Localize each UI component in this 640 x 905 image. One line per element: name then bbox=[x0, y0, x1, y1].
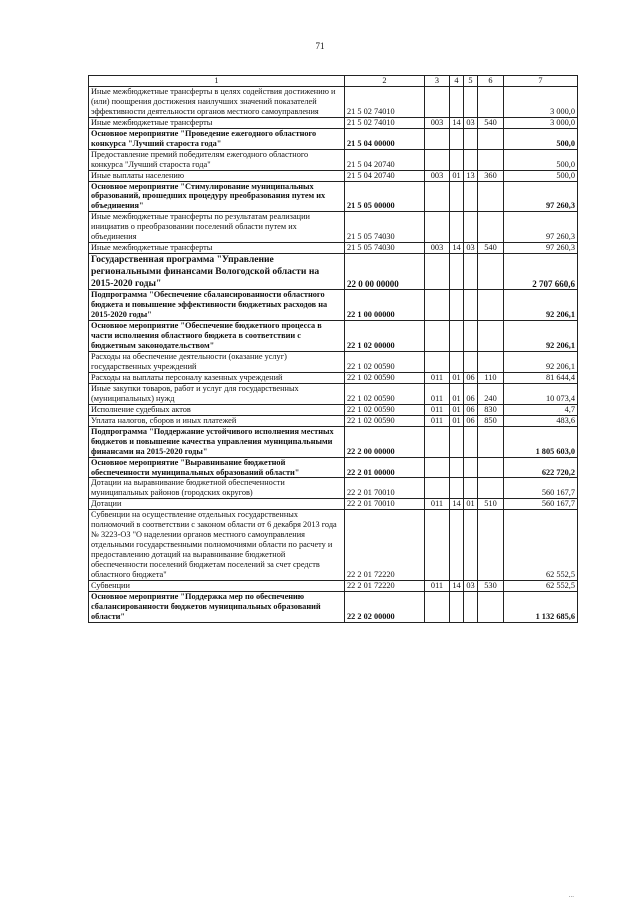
row-section: 01 bbox=[450, 383, 464, 404]
page-number: 71 bbox=[315, 41, 325, 51]
row-admin-code bbox=[425, 321, 450, 352]
table-row bbox=[89, 478, 578, 499]
row-subsection: 06 bbox=[464, 372, 478, 383]
row-section: 01 bbox=[450, 415, 464, 426]
row-amount: 3 000,0 bbox=[504, 117, 578, 128]
row-expense-type bbox=[478, 212, 504, 243]
table-row bbox=[89, 499, 578, 510]
row-amount: 92 206,1 bbox=[504, 352, 578, 373]
row-amount: 1 805 603,0 bbox=[504, 426, 578, 457]
row-name: Расходы на обеспечение деятельности (оказание услуг) государственных учреждений bbox=[89, 352, 345, 373]
row-code: 21 5 02 74010 bbox=[345, 86, 425, 117]
row-name: Расходы на выплаты персоналу казенных учреждений bbox=[89, 372, 345, 383]
row-amount: 1 132 685,6 bbox=[504, 591, 578, 622]
row-code: 21 5 05 74030 bbox=[345, 212, 425, 243]
row-subsection bbox=[464, 254, 478, 290]
row-amount: 2 707 660,6 bbox=[504, 254, 578, 290]
table-row bbox=[89, 383, 578, 404]
row-code: 21 5 04 20740 bbox=[345, 170, 425, 181]
row-admin-code bbox=[425, 128, 450, 149]
row-code: 22 1 02 00000 bbox=[345, 321, 425, 352]
row-name: Основное мероприятие "Обеспечение бюджетного процесса в части исполнения областного бюджета в соответствии с бюджетным законодательством" bbox=[89, 321, 345, 352]
row-expense-type bbox=[478, 321, 504, 352]
row-expense-type bbox=[478, 510, 504, 581]
row-subsection bbox=[464, 149, 478, 170]
row-section: 14 bbox=[450, 117, 464, 128]
row-code: 21 5 04 20740 bbox=[345, 149, 425, 170]
row-admin-code: 011 bbox=[425, 581, 450, 592]
row-code: 22 2 00 00000 bbox=[345, 426, 425, 457]
table-row bbox=[89, 581, 578, 592]
row-code: 22 2 01 72220 bbox=[345, 581, 425, 592]
row-section bbox=[450, 128, 464, 149]
row-code: 22 1 00 00000 bbox=[345, 290, 425, 321]
row-section bbox=[450, 321, 464, 352]
row-name: Субвенции на осуществление отдельных государственных полномочий в соответствии с законом области от 6 декабря 2013 года № 3223-ОЗ "О наделении органов местного самоуправления отдельными государственными полномочиями области по расчету и предоставлению дотаций на выравнивание бюджетной обеспеченности поселений бюджетам поселений за счет средств областного бюджета" bbox=[89, 510, 345, 581]
row-subsection bbox=[464, 86, 478, 117]
row-section bbox=[450, 591, 464, 622]
table-row bbox=[89, 170, 578, 181]
row-admin-code: 011 bbox=[425, 372, 450, 383]
row-admin-code bbox=[425, 591, 450, 622]
row-name: Субвенции bbox=[89, 581, 345, 592]
row-expense-type bbox=[478, 290, 504, 321]
row-expense-type: 360 bbox=[478, 170, 504, 181]
row-section bbox=[450, 149, 464, 170]
row-name: Основное мероприятие "Выравнивание бюджетной обеспеченности муниципальных образований области" bbox=[89, 457, 345, 478]
row-subsection bbox=[464, 352, 478, 373]
row-admin-code: 003 bbox=[425, 243, 450, 254]
table-row bbox=[89, 372, 578, 383]
table-row bbox=[89, 352, 578, 373]
column-header-row bbox=[89, 76, 578, 87]
row-section bbox=[450, 254, 464, 290]
row-amount: 560 167,7 bbox=[504, 478, 578, 499]
column-header: 2 bbox=[345, 76, 425, 87]
row-name: Основное мероприятие "Поддержка мер по обеспечению сбалансированности бюджетов муниципальных образований области" bbox=[89, 591, 345, 622]
row-amount: 10 073,4 bbox=[504, 383, 578, 404]
row-section bbox=[450, 457, 464, 478]
table-row bbox=[89, 243, 578, 254]
column-header: 6 bbox=[478, 76, 504, 87]
row-expense-type: 510 bbox=[478, 499, 504, 510]
row-admin-code bbox=[425, 457, 450, 478]
row-subsection: 06 bbox=[464, 404, 478, 415]
row-admin-code bbox=[425, 510, 450, 581]
row-section bbox=[450, 510, 464, 581]
row-subsection: 03 bbox=[464, 117, 478, 128]
row-section: 01 bbox=[450, 170, 464, 181]
row-amount: 500,0 bbox=[504, 149, 578, 170]
row-code: 22 2 01 00000 bbox=[345, 457, 425, 478]
budget-table bbox=[88, 75, 578, 623]
row-amount: 483,6 bbox=[504, 415, 578, 426]
row-expense-type bbox=[478, 149, 504, 170]
row-expense-type bbox=[478, 352, 504, 373]
row-name: Уплата налогов, сборов и иных платежей bbox=[89, 415, 345, 426]
scan-mark: ... bbox=[568, 891, 574, 899]
row-subsection bbox=[464, 181, 478, 212]
row-code: 22 2 01 70010 bbox=[345, 478, 425, 499]
row-name: Подпрограмма "Поддержание устойчивого исполнения местных бюджетов и повышение качества управления муниципальными финансами на 2015-2020 годы" bbox=[89, 426, 345, 457]
row-amount: 92 206,1 bbox=[504, 290, 578, 321]
table-row bbox=[89, 181, 578, 212]
row-code: 22 0 00 00000 bbox=[345, 254, 425, 290]
row-section bbox=[450, 426, 464, 457]
row-name: Иные межбюджетные трансферты bbox=[89, 243, 345, 254]
row-subsection bbox=[464, 128, 478, 149]
row-name: Дотации bbox=[89, 499, 345, 510]
row-name: Иные выплаты населению bbox=[89, 170, 345, 181]
row-admin-code: 011 bbox=[425, 383, 450, 404]
row-expense-type bbox=[478, 426, 504, 457]
row-admin-code bbox=[425, 426, 450, 457]
row-amount: 4,7 bbox=[504, 404, 578, 415]
row-name: Государственная программа "Управление региональными финансами Вологодской области на 2015-2020 годы" bbox=[89, 254, 345, 290]
table-row bbox=[89, 510, 578, 581]
row-expense-type: 540 bbox=[478, 243, 504, 254]
table-row bbox=[89, 128, 578, 149]
row-subsection: 03 bbox=[464, 581, 478, 592]
row-expense-type bbox=[478, 254, 504, 290]
table-row bbox=[89, 457, 578, 478]
row-admin-code: 011 bbox=[425, 404, 450, 415]
row-expense-type: 530 bbox=[478, 581, 504, 592]
row-amount: 97 260,3 bbox=[504, 181, 578, 212]
row-expense-type: 850 bbox=[478, 415, 504, 426]
table-row bbox=[89, 117, 578, 128]
row-subsection bbox=[464, 212, 478, 243]
row-admin-code bbox=[425, 352, 450, 373]
row-section: 01 bbox=[450, 404, 464, 415]
row-section: 14 bbox=[450, 499, 464, 510]
row-subsection: 06 bbox=[464, 415, 478, 426]
row-admin-code bbox=[425, 149, 450, 170]
row-expense-type: 240 bbox=[478, 383, 504, 404]
row-amount: 560 167,7 bbox=[504, 499, 578, 510]
row-subsection bbox=[464, 591, 478, 622]
row-amount: 62 552,5 bbox=[504, 510, 578, 581]
row-subsection bbox=[464, 290, 478, 321]
row-admin-code: 011 bbox=[425, 415, 450, 426]
row-amount: 97 260,3 bbox=[504, 243, 578, 254]
row-expense-type bbox=[478, 457, 504, 478]
row-subsection bbox=[464, 321, 478, 352]
row-section bbox=[450, 290, 464, 321]
row-admin-code bbox=[425, 254, 450, 290]
row-expense-type bbox=[478, 591, 504, 622]
row-section: 14 bbox=[450, 581, 464, 592]
row-name: Основное мероприятие "Стимулирование муниципальных образований, прошедших процедуру преобразования путем их объединения" bbox=[89, 181, 345, 212]
row-amount: 81 644,4 bbox=[504, 372, 578, 383]
row-code: 22 1 02 00590 bbox=[345, 404, 425, 415]
row-name: Основное мероприятие "Проведение ежегодного областного конкурса "Лучший староста года" bbox=[89, 128, 345, 149]
table-row bbox=[89, 254, 578, 290]
row-admin-code: 011 bbox=[425, 499, 450, 510]
row-code: 21 5 02 74010 bbox=[345, 117, 425, 128]
row-expense-type bbox=[478, 478, 504, 499]
row-expense-type: 110 bbox=[478, 372, 504, 383]
row-name: Иные закупки товаров, работ и услуг для государственных (муниципальных) нужд bbox=[89, 383, 345, 404]
row-admin-code bbox=[425, 290, 450, 321]
row-section: 14 bbox=[450, 243, 464, 254]
table-row bbox=[89, 426, 578, 457]
row-name: Исполнение судебных актов bbox=[89, 404, 345, 415]
row-amount: 97 260,3 bbox=[504, 212, 578, 243]
row-admin-code bbox=[425, 478, 450, 499]
row-code: 22 1 02 00590 bbox=[345, 383, 425, 404]
row-subsection: 01 bbox=[464, 499, 478, 510]
row-admin-code bbox=[425, 212, 450, 243]
row-expense-type: 830 bbox=[478, 404, 504, 415]
row-subsection: 06 bbox=[464, 383, 478, 404]
row-admin-code bbox=[425, 181, 450, 212]
table-row bbox=[89, 404, 578, 415]
row-section bbox=[450, 86, 464, 117]
column-header: 5 bbox=[464, 76, 478, 87]
row-admin-code: 003 bbox=[425, 170, 450, 181]
table-row bbox=[89, 86, 578, 117]
row-code: 21 5 05 00000 bbox=[345, 181, 425, 212]
row-admin-code bbox=[425, 86, 450, 117]
row-subsection bbox=[464, 457, 478, 478]
row-subsection bbox=[464, 510, 478, 581]
row-name: Предоставление премий победителям ежегодного областного конкурса "Лучший староста года" bbox=[89, 149, 345, 170]
table-row bbox=[89, 149, 578, 170]
row-section: 01 bbox=[450, 372, 464, 383]
table-row bbox=[89, 290, 578, 321]
column-header: 4 bbox=[450, 76, 464, 87]
row-subsection bbox=[464, 426, 478, 457]
column-header: 3 bbox=[425, 76, 450, 87]
row-section bbox=[450, 478, 464, 499]
row-code: 22 2 02 00000 bbox=[345, 591, 425, 622]
row-code: 22 1 02 00590 bbox=[345, 415, 425, 426]
row-code: 22 1 02 00590 bbox=[345, 352, 425, 373]
row-name: Дотации на выравнивание бюджетной обеспеченности муниципальных районов (городских округов) bbox=[89, 478, 345, 499]
row-subsection: 03 bbox=[464, 243, 478, 254]
row-subsection bbox=[464, 478, 478, 499]
column-header: 1 bbox=[89, 76, 345, 87]
row-code: 22 1 02 00590 bbox=[345, 372, 425, 383]
row-name: Иные межбюджетные трансферты по результатам реализации инициатив о преобразовании поселений области путем их объединения bbox=[89, 212, 345, 243]
row-code: 22 2 01 72220 bbox=[345, 510, 425, 581]
row-amount: 62 552,5 bbox=[504, 581, 578, 592]
table-row bbox=[89, 212, 578, 243]
row-amount: 3 000,0 bbox=[504, 86, 578, 117]
row-code: 21 5 05 74030 bbox=[345, 243, 425, 254]
row-name: Подпрограмма "Обеспечение сбалансированности областного бюджета и повышение эффективности бюджетных расходов на 2015-2020 годы" bbox=[89, 290, 345, 321]
table-row bbox=[89, 591, 578, 622]
row-expense-type bbox=[478, 86, 504, 117]
row-amount: 500,0 bbox=[504, 128, 578, 149]
table-row bbox=[89, 415, 578, 426]
row-expense-type: 540 bbox=[478, 117, 504, 128]
row-amount: 622 720,2 bbox=[504, 457, 578, 478]
row-name: Иные межбюджетные трансферты в целях содействия достижению и (или) поощрения достижения наилучших значений показателей эффективности деятельности органов местного самоуправления bbox=[89, 86, 345, 117]
row-amount: 92 206,1 bbox=[504, 321, 578, 352]
row-admin-code: 003 bbox=[425, 117, 450, 128]
row-code: 22 2 01 70010 bbox=[345, 499, 425, 510]
row-section bbox=[450, 181, 464, 212]
column-header: 7 bbox=[504, 76, 578, 87]
row-subsection: 13 bbox=[464, 170, 478, 181]
row-expense-type bbox=[478, 128, 504, 149]
row-code: 21 5 04 00000 bbox=[345, 128, 425, 149]
row-expense-type bbox=[478, 181, 504, 212]
table-row bbox=[89, 321, 578, 352]
row-section bbox=[450, 352, 464, 373]
row-section bbox=[450, 212, 464, 243]
row-name: Иные межбюджетные трансферты bbox=[89, 117, 345, 128]
row-amount: 500,0 bbox=[504, 170, 578, 181]
